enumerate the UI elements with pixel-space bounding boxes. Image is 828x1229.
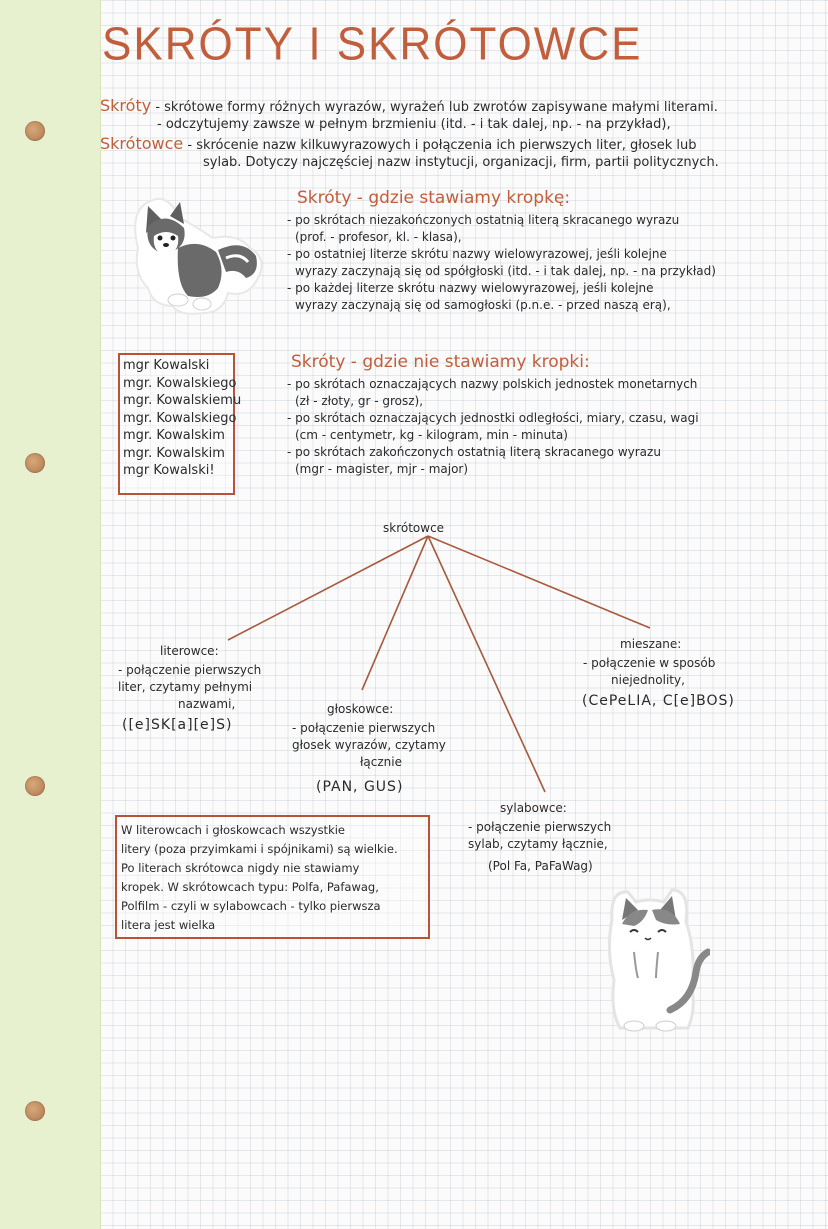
gloskowce-desc [292,720,462,771]
without-dot-line: (zł - złoty, gr - grosz), [295,394,424,408]
with-dot-line: wyrazy zaczynają się od samogłoski (p.n.e. - przed naszą erą), [295,298,671,312]
mgr-line: mgr. Kowalskim [123,445,225,461]
mgr-line: mgr Kowalski [123,358,210,373]
skroty-line-1: - skrótowe formy różnych wyrazów, wyrażeń lub zwrotów zapisywane małymi literami. [155,100,718,115]
skrotowce-line-2: sylab. Dotyczy najczęściej nazw instytucji, organizacji, firm, partii politycznych. [203,155,719,170]
mgr-line: mgr. Kowalskim [123,428,225,443]
cat-sticker-icon [600,880,710,1035]
literowce-title: literowce: [160,644,219,658]
sylabowce-example: (Pol Fa, PaFaWag) [488,859,593,873]
sylabowce-title: sylabowce: [500,801,567,815]
mieszane-title: mieszane: [620,637,682,651]
mieszane-line: niejednolity, [611,673,685,687]
with-dot-line: - po skrótach niezakończonych ostatnią literą skracanego wyrazu [287,213,680,227]
skroty-line-2: - odczytujemy zawsze w pełnym brzmieniu (itd. - i tak dalej, np. - na przykład), [157,117,671,132]
literowce-line: nazwami, [178,697,236,711]
page-title: SKRÓTY I SKRÓTOWCE [102,18,643,71]
without-dot-line: (mgr - magister, mjr - major) [295,462,469,476]
sylabowce-line: - połączenie pierwszych [468,820,612,834]
note-line: kropek. W skrótowcach typu: Polfa, Pafawag, [121,880,379,894]
term-skrotowce: Skrótowce [100,134,184,153]
with-dot-line: - po ostatniej literze skrótu nazwy wielowyrazowej, jeśli kolejne [287,247,667,261]
mgr-line: mgr. Kowalskiemu [123,393,242,408]
note-line: Polfilm - czyli w sylabowcach - tylko pierwsza [121,899,381,913]
mgr-line: mgr Kowalski! [123,463,215,478]
branch-mieszane [428,536,650,628]
without-dot-heading: Skróty - gdzie nie stawiamy kropki: [291,352,590,372]
note-line: Po literach skrótowca nigdy nie stawiamy [121,861,360,875]
with-dot-heading: Skróty - gdzie stawiamy kropkę: [297,188,571,208]
with-dot-line: (prof. - profesor, kl. - klasa), [295,230,462,244]
note-line: litery (poza przyimkami i spójnikami) są wielkie. [121,842,398,856]
mgr-line: mgr. Kowalskiego [123,410,237,426]
sylabowce-line: sylab, czytamy łącznie, [468,837,608,851]
without-dot-line: - po skrótach oznaczających nazwy polskich jednostek monetarnych [287,377,698,391]
gloskowce-line: głosek wyrazów, czytamy [292,738,446,752]
gloskowce-title: głoskowce: [327,702,394,716]
mieszane-example: (CePeLIA, C[e]BOS) [582,693,735,709]
mgr-line: mgr. Kowalskiego [123,375,237,391]
without-dot-line: (cm - centymetr, kg - kilogram, min - minuta) [295,428,568,442]
literowce-desc [118,662,278,713]
note-line: W literowcach i głoskowcach wszystkie [121,823,345,837]
gloskowce-line: łącznie [360,755,402,769]
term-skroty: Skróty [100,96,152,115]
skrotowce-line-1: - skrócenie nazw kilkuwyrazowych i połączenia ich pierwszych liter, głosek lub [187,138,697,153]
gloskowce-example: (PAN, GUS) [316,779,404,795]
with-dot-line: wyrazy zaczynają się od spółgłoski (itd. - i tak dalej, np. - na przykład) [295,264,716,278]
literowce-line: - połączenie pierwszych [118,663,262,677]
branch-literowce [228,536,428,640]
branch-gloskowce [362,536,428,690]
without-dot-line: - po skrótach zakończonych ostatnią literą skracanego wyrazu [287,445,661,459]
mieszane-line: - połączenie w sposób [583,656,716,670]
gloskowce-line: - połączenie pierwszych [292,721,436,735]
without-dot-line: - po skrótach oznaczających jednostki odległości, miary, czasu, wagi [287,411,699,425]
literowce-example: ([e]SK[a][e]S) [122,717,233,733]
mieszane-desc [583,655,743,689]
note-line: litera jest wielka [121,918,216,932]
tree-root: skrótowce [383,521,445,535]
note-box [115,815,430,939]
literowce-line: liter, czytamy pełnymi [118,680,253,694]
sylabowce-desc [468,819,638,853]
with-dot-line: - po każdej literze skrótu nazwy wielowyrazowej, jeśli kolejne [287,281,654,295]
